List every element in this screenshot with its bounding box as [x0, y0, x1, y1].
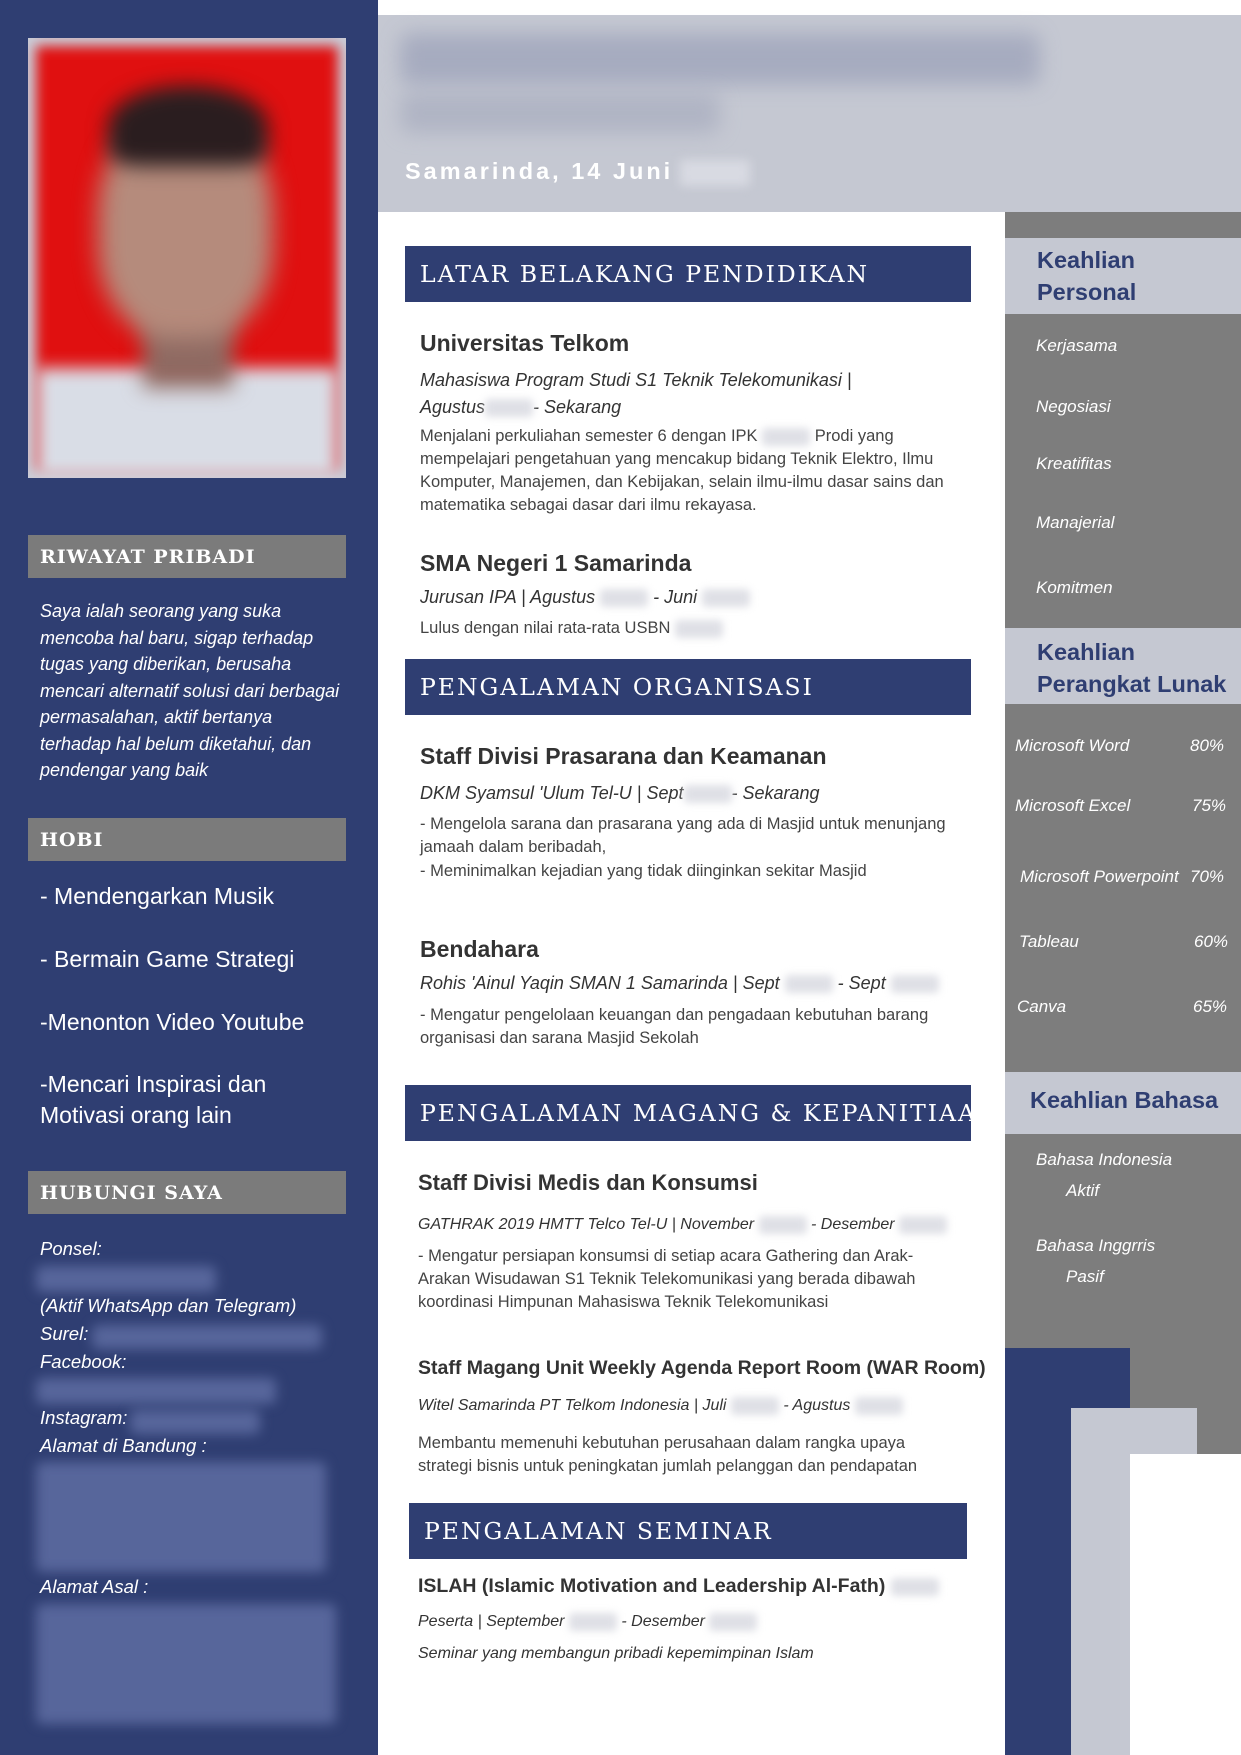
profile-photo [28, 38, 346, 478]
software-pct: 70% [1190, 867, 1225, 886]
internship-desc: - Mengatur persiapan konsumsi di setiap acara Gathering dan Arak-Arakan Wisudawan S1 Teknik Telekomunikasi yang berada dibawah koordinasi Himpunan Mahasiswa Teknik Telekomunikasi [418, 1247, 916, 1311]
riwayat-heading: RIWAYAT PRIBADI [28, 535, 346, 578]
education-period-start: Agustus [420, 397, 486, 417]
education-desc-start: Menjalani perkuliahan semester 6 dengan IPK [420, 427, 758, 445]
education-major-end: - Juni [653, 587, 698, 607]
hobi-item: -Mencari Inspirasi dan Motivasi orang lain [40, 1071, 267, 1128]
redacted-email [92, 1325, 322, 1349]
surel-label: Surel: [40, 1323, 89, 1344]
language-skills-heading [1005, 1072, 1241, 1134]
organization-name-start: DKM Syamsul 'Ulum Tel-U | Sept [420, 783, 684, 803]
internship-heading: PENGALAMAN MAGANG & KEPANITIAAN [405, 1085, 971, 1141]
language-level: Pasif [1066, 1267, 1104, 1286]
personal-skill: Kerjasama [1036, 336, 1118, 355]
redacted-year [600, 589, 648, 607]
redacted-year [702, 589, 750, 607]
redacted-name [400, 33, 1040, 85]
education-period [420, 397, 621, 418]
software-name: Tableau [1019, 932, 1079, 951]
education-description [420, 425, 960, 517]
redacted-year [731, 1397, 779, 1415]
software-pct: 60% [1194, 932, 1229, 951]
organization-role: Bendahara [420, 936, 539, 962]
software-pct: 75% [1192, 796, 1227, 815]
language-skills-title: Keahlian Bahasa [1030, 1087, 1219, 1113]
software-skills-title-2: Perangkat Lunak [1037, 671, 1227, 697]
redacted-address-origin [36, 1604, 336, 1724]
redacted-address-bandung [36, 1462, 326, 1572]
redacted-subtitle [400, 93, 720, 133]
seminar-heading: PENGALAMAN SEMINAR [409, 1503, 967, 1559]
software-pct: 65% [1193, 997, 1228, 1016]
education-major-start: Jurusan IPA | Agustus [420, 587, 596, 607]
redacted-year [709, 1613, 757, 1631]
personal-skill: Komitmen [1036, 578, 1113, 597]
redacted-year [680, 160, 750, 186]
seminar-desc: Seminar yang membangun pribadi kepemimpinan Islam [418, 1645, 814, 1662]
software-name: Microsoft Word [1015, 736, 1130, 755]
education-heading: LATAR BELAKANG PENDIDIKAN [405, 246, 971, 302]
personal-skills-title-1: Keahlian [1037, 247, 1135, 273]
personal-skill: Manajerial [1036, 513, 1115, 532]
redacted-year [759, 1216, 807, 1234]
redacted-year [684, 785, 732, 803]
seminar-role-start: Peserta | September [418, 1613, 565, 1631]
internship-org-end: - Agustus [783, 1397, 851, 1415]
redacted-year [785, 975, 833, 993]
internship-org-start: Witel Samarinda PT Telkom Indonesia | Juli [418, 1397, 727, 1415]
internship-role: Staff Magang Unit Weekly Agenda Report Room (WAR Room) [418, 1357, 986, 1379]
seminar-name-text: ISLAH (Islamic Motivation and Leadership Al-Fath) [418, 1575, 886, 1597]
education-school: SMA Negeri 1 Samarinda [420, 550, 692, 576]
organization-name [420, 783, 820, 804]
personal-skills-heading [1005, 238, 1241, 314]
organization-heading: PENGALAMAN ORGANISASI [405, 659, 971, 715]
alamat-asal-label: Alamat Asal : [40, 1576, 149, 1597]
hobi-item: - Mendengarkan Musik [40, 883, 274, 909]
hobi-item: -Menonton Video Youtube [40, 1009, 305, 1035]
language-name: Bahasa Indonesia [1036, 1150, 1173, 1169]
hobi-heading: HOBI [28, 818, 346, 861]
education-grade-text: Lulus dengan nilai rata-rata USBN [420, 619, 671, 637]
organization-desc: - Mengatur pengelolaan keuangan dan pengadaan kebutuhan barang organisasi dan sarana Masjid Sekolah [420, 1006, 929, 1047]
education-program: Mahasiswa Program Studi S1 Teknik Telekomunikasi | [420, 370, 852, 390]
hobi-item: - Bermain Game Strategi [40, 946, 295, 972]
organization-desc: - Mengelola sarana dan prasarana yang ada di Masjid untuk menunjang jamaah dalam beribadah, [420, 815, 946, 856]
redacted-year [891, 1578, 939, 1596]
language-level: Aktif [1066, 1181, 1100, 1200]
redacted-gpa [762, 428, 810, 446]
internship-org-start: GATHRAK 2019 HMTT Telco Tel-U | November [418, 1216, 755, 1234]
photo-hair [108, 86, 268, 166]
education-period-end: - Sekarang [533, 397, 622, 417]
internship-role: Staff Divisi Medis dan Konsumsi [418, 1170, 758, 1195]
seminar-role [418, 1613, 757, 1631]
education-grade [420, 617, 960, 640]
redacted-instagram [130, 1410, 260, 1434]
personal-skills-title-2: Personal [1037, 279, 1137, 305]
software-name: Microsoft Excel [1015, 796, 1131, 815]
alamat-bandung-label: Alamat di Bandung : [40, 1435, 207, 1456]
education-school: Universitas Telkom [420, 330, 630, 356]
redacted-phone [36, 1266, 216, 1292]
software-skills-title-1: Keahlian [1037, 639, 1135, 665]
software-pct: 80% [1190, 736, 1225, 755]
instagram-label: Instagram: [40, 1407, 128, 1428]
internship-org-end: - Desember [811, 1216, 895, 1234]
seminar-role-end: - Desember [621, 1613, 705, 1631]
organization-name-start: Rohis 'Ainul Yaqin SMAN 1 Samarinda | Sept [420, 973, 780, 993]
redacted-facebook [36, 1378, 276, 1404]
organization-name [420, 973, 939, 994]
personal-skill: Kreatifitas [1036, 454, 1112, 473]
education-desc-rest: Prodi yang mempelajari pengetahuan yang mencakup bidang Teknik Elektro, Ilmu Komputer, Manajemen, dan Kebijakan, selain ilmu-ilmu dasar sains dan matematika sebagai dasar dari ilmu rekayasa. [420, 427, 944, 514]
internship-org [418, 1216, 947, 1234]
internship-org [418, 1397, 903, 1415]
facebook-label: Facebook: [40, 1351, 127, 1372]
redacted-year [485, 399, 533, 417]
education-major [420, 587, 750, 608]
redacted-year [899, 1216, 947, 1234]
seminar-name [418, 1575, 939, 1598]
organization-role: Staff Divisi Prasarana dan Keamanan [420, 743, 827, 769]
internship-desc: Membantu memenuhi kebutuhan perusahaan dalam rangka upaya strategi bisnis untuk peningkatan jumlah pelanggan dan pendapatan [418, 1434, 918, 1475]
redacted-score [675, 620, 723, 638]
ponsel-label: Ponsel: [40, 1238, 102, 1259]
personal-skill: Negosiasi [1036, 397, 1111, 416]
organization-name-end: - Sekarang [731, 783, 820, 803]
decor-block-white [1130, 1454, 1241, 1755]
kontak-heading: HUBUNGI SAYA [28, 1171, 346, 1214]
header-date: Samarinda, 14 Juni [405, 158, 674, 184]
whatsapp-note: (Aktif WhatsApp dan Telegram) [40, 1295, 297, 1316]
software-name: Canva [1017, 997, 1067, 1016]
software-name: Microsoft Powerpoint [1020, 867, 1179, 886]
software-skills-heading [1005, 628, 1241, 704]
language-name: Bahasa Inggrris [1036, 1236, 1156, 1255]
organization-name-end: - Sept [837, 973, 886, 993]
redacted-year [891, 975, 939, 993]
organization-desc-2: - Meminimalkan kejadian yang tidak diinginkan sekitar Masjid [420, 862, 867, 880]
riwayat-text: Saya ialah seorang yang suka mencoba hal baru, sigap terhadap tugas yang diberikan, berusaha mencari alternatif solusi dari berbagai permasalahan, aktif bertanya terhadap hal belum diketahui, dan pendengar yang baik [40, 601, 340, 780]
redacted-year [855, 1397, 903, 1415]
redacted-year [569, 1613, 617, 1631]
